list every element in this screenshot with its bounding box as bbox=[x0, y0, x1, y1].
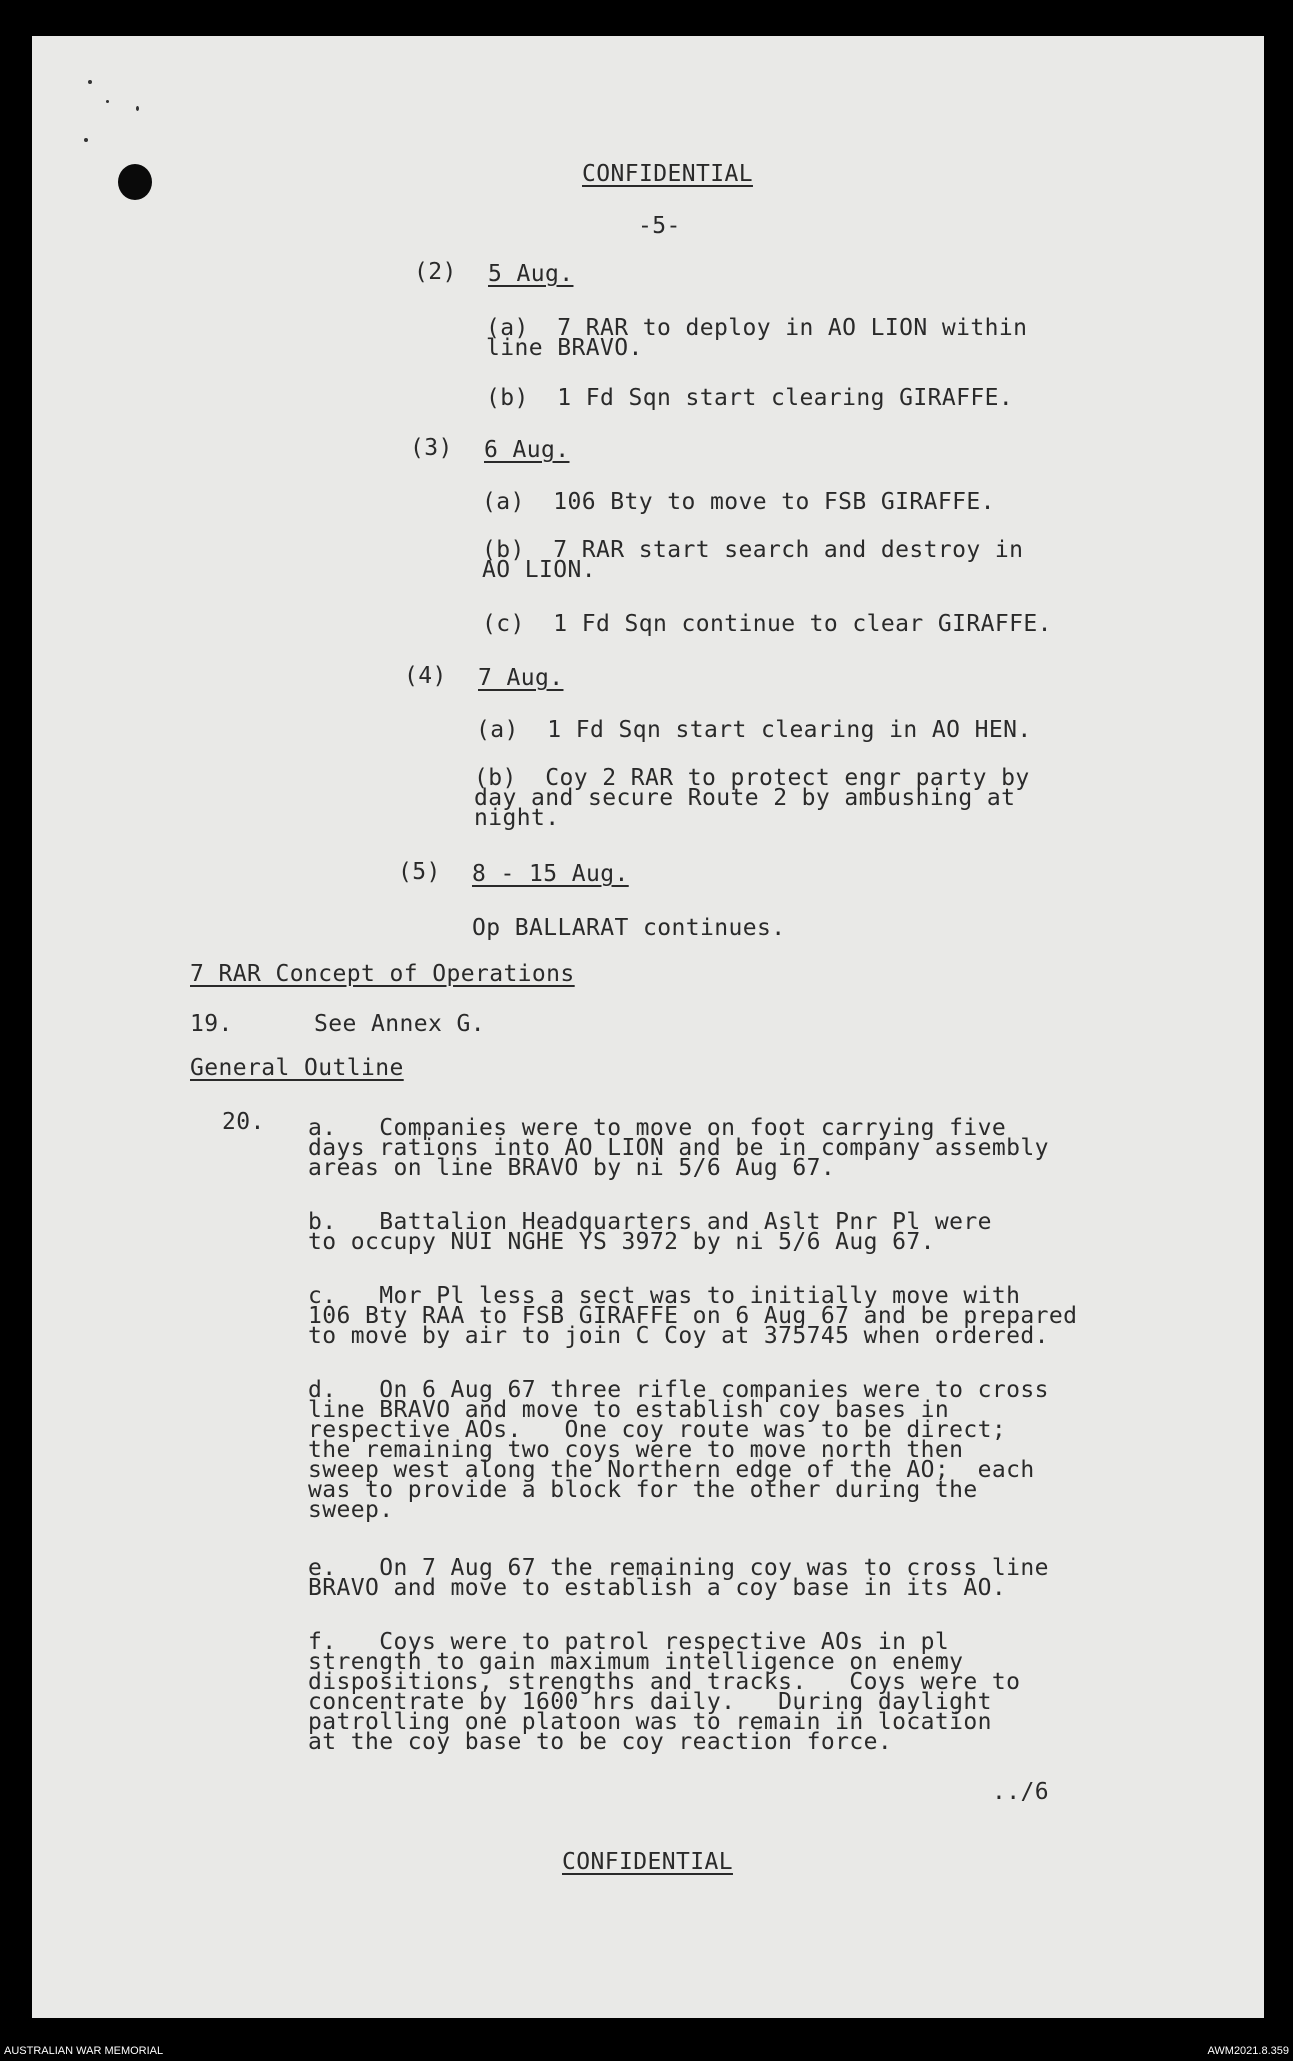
document-page bbox=[32, 36, 1264, 2018]
outline-item-line: BRAVO and move to establish a coy base in its AO. bbox=[308, 1575, 1007, 1601]
schedule-item-line: (a) 1 Fd Sqn start clearing in AO HEN. bbox=[476, 717, 1032, 743]
schedule-item-line: (b) Coy 2 RAR to protect engr party by bbox=[474, 765, 1030, 791]
outline-item-line: f. Coys were to patrol respective AOs in pl bbox=[308, 1629, 950, 1655]
paragraph-text: See Annex G. bbox=[314, 1011, 485, 1037]
punch-hole bbox=[118, 164, 152, 200]
header-classification: CONFIDENTIAL bbox=[582, 161, 753, 187]
schedule-num: (4) bbox=[404, 663, 447, 689]
schedule-date: 8 - 15 Aug. bbox=[472, 861, 629, 887]
paragraph-number: 19. bbox=[190, 1011, 233, 1037]
outline-item-line: dispositions, strengths and tracks. Coys were to bbox=[308, 1669, 1021, 1695]
outline-item-line: concentrate by 1600 hrs daily. During daylight bbox=[308, 1689, 992, 1715]
paper-speck bbox=[88, 80, 92, 84]
outline-item-line: was to provide a block for the other during the bbox=[308, 1477, 978, 1503]
schedule-date: 7 Aug. bbox=[478, 665, 564, 691]
page-number: -5- bbox=[638, 213, 681, 239]
outline-item-line: c. Mor Pl less a sect was to initially move with bbox=[308, 1283, 1021, 1309]
outline-item-line: the remaining two coys were to move north then bbox=[308, 1437, 964, 1463]
schedule-item-line: Op BALLARAT continues. bbox=[472, 915, 786, 941]
schedule-item-line: night. bbox=[474, 805, 560, 831]
outline-item-line: sweep. bbox=[308, 1497, 394, 1523]
schedule-num: (3) bbox=[410, 435, 453, 461]
section-heading-concept: 7 RAR Concept of Operations bbox=[190, 961, 575, 987]
outline-item-line: d. On 6 Aug 67 three rifle companies were to cross bbox=[308, 1377, 1049, 1403]
schedule-num: (2) bbox=[414, 259, 457, 285]
outline-item-line: 106 Bty RAA to FSB GIRAFFE on 6 Aug 67 and be prepared bbox=[308, 1303, 1078, 1329]
continuation-mark: ../6 bbox=[992, 1779, 1049, 1805]
schedule-item-line: AO LION. bbox=[482, 557, 596, 583]
schedule-item-line: (b) 1 Fd Sqn start clearing GIRAFFE. bbox=[486, 385, 1014, 411]
outline-item-line: areas on line BRAVO by ni 5/6 Aug 67. bbox=[308, 1155, 836, 1181]
footer-classification: CONFIDENTIAL bbox=[562, 1849, 733, 1875]
schedule-num: (5) bbox=[398, 859, 441, 885]
paper-speck bbox=[84, 138, 88, 142]
outline-item-line: a. Companies were to move on foot carrying five bbox=[308, 1115, 1007, 1141]
archive-reference: AWM2021.8.359 bbox=[1207, 2045, 1289, 2057]
section-heading-outline: General Outline bbox=[190, 1055, 404, 1081]
outline-item-line: days rations into AO LION and be in company assembly bbox=[308, 1135, 1049, 1161]
outline-item-line: at the coy base to be coy reaction force. bbox=[308, 1729, 893, 1755]
outline-item-line: line BRAVO and move to establish coy bases in bbox=[308, 1397, 950, 1423]
schedule-item-line: (a) 106 Bty to move to FSB GIRAFFE. bbox=[482, 489, 995, 515]
schedule-item-line: line BRAVO. bbox=[486, 335, 643, 361]
outline-item-line: b. Battalion Headquarters and Aslt Pnr Pl were bbox=[308, 1209, 992, 1235]
outline-item-line: strength to gain maximum intelligence on enemy bbox=[308, 1649, 964, 1675]
outline-item-line: sweep west along the Northern edge of the AO; each bbox=[308, 1457, 1035, 1483]
outline-item-line: to move by air to join C Coy at 375745 when ordered. bbox=[308, 1323, 1049, 1349]
schedule-item-line: (c) 1 Fd Sqn continue to clear GIRAFFE. bbox=[482, 611, 1052, 637]
paper-speck bbox=[136, 106, 139, 111]
outline-item-line: e. On 7 Aug 67 the remaining coy was to cross line bbox=[308, 1555, 1049, 1581]
schedule-date: 5 Aug. bbox=[488, 261, 574, 287]
schedule-item-line: (b) 7 RAR start search and destroy in bbox=[482, 537, 1024, 563]
schedule-item-line: (a) 7 RAR to deploy in AO LION within bbox=[486, 315, 1028, 341]
paragraph-number: 20. bbox=[222, 1109, 265, 1135]
paper-speck bbox=[106, 100, 109, 103]
schedule-item-line: day and secure Route 2 by ambushing at bbox=[474, 785, 1016, 811]
institution-credit: AUSTRALIAN WAR MEMORIAL bbox=[4, 2045, 164, 2057]
outline-item-line: respective AOs. One coy route was to be direct; bbox=[308, 1417, 1007, 1443]
outline-item-line: to occupy NUI NGHE YS 3972 by ni 5/6 Aug 67. bbox=[308, 1229, 935, 1255]
outline-item-line: patrolling one platoon was to remain in location bbox=[308, 1709, 992, 1735]
schedule-date: 6 Aug. bbox=[484, 437, 570, 463]
